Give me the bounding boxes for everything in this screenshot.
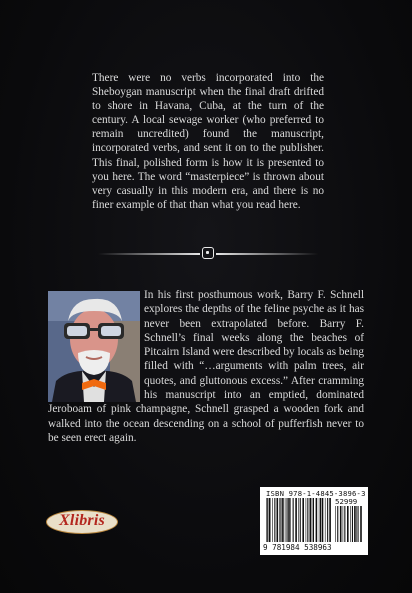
barcode-bar	[300, 498, 301, 542]
barcode-bar	[316, 498, 318, 542]
barcode-bar	[293, 498, 294, 542]
barcode-bar	[288, 498, 290, 542]
barcode-bar	[325, 498, 326, 542]
photo-spacer	[48, 288, 144, 400]
barcode-bar	[356, 506, 357, 542]
blurb-paragraph: There were no verbs incorporated into the Sheboygan manuscript when the final draft drifted to shore in Havana, Cuba, at the turn of the century. A local sewage worker (who preferred to remain uncredited) found the manuscript, incorporated verbs, and sent it on to the publisher. This final, polished form is how it is presented to you here. The word “masterpiece” is thrown about very casually in this modern era, and there is no finer example of that than what you read here.	[92, 72, 324, 211]
barcode-bar	[350, 506, 351, 542]
barcode-bar	[298, 498, 299, 542]
barcode-bar	[279, 498, 280, 542]
barcode-bar	[358, 506, 359, 542]
barcode-bar	[310, 498, 312, 542]
author-bio-text: In his first posthumous work, Barry F. Schnell explores the depths of the feline psyche as it has never been extrapolated before. Barry F. Schnell’s final weeks along the beaches of Pitcairn Island were described by locals as being filled with “…arguments with palm trees, air quotes, and gluttonous excess.” After cramming his manuscript into an emptied, dominated Jeroboam of pink champagne, Schnell grasped a wooden fork and walked into the ocean descending on a school of pufferfish never to be seen erect again.	[48, 289, 364, 444]
barcode-bar	[272, 498, 273, 542]
barcode-bar	[285, 498, 286, 542]
barcode-bar	[352, 506, 353, 542]
barcode-bar	[312, 498, 313, 542]
barcode-bar	[280, 498, 281, 542]
barcode-bar	[347, 506, 349, 542]
price-code: 52999	[335, 497, 358, 506]
ornament-divider	[98, 247, 318, 261]
divider-line-left	[98, 253, 200, 255]
barcode-bar	[344, 506, 345, 542]
barcode-bar	[319, 498, 320, 542]
author-bio	[48, 288, 364, 445]
barcode-bar	[320, 498, 321, 542]
barcode-bar	[340, 506, 342, 542]
publisher-logo	[46, 510, 118, 534]
barcode-bar	[302, 498, 304, 542]
barcode-bar	[337, 506, 338, 542]
isbn-barcode	[260, 487, 368, 555]
barcode-bar	[327, 498, 328, 542]
barcode-bar	[329, 498, 331, 542]
barcode-bar	[343, 506, 344, 542]
barcode-bar	[269, 498, 271, 542]
barcode-bar	[277, 498, 279, 542]
barcode-bar	[307, 498, 308, 542]
barcode-bar	[274, 498, 275, 542]
barcode-bar	[266, 498, 267, 542]
barcode-bar	[322, 498, 324, 542]
barcode-digits: 9 781984 538963	[263, 543, 332, 552]
ornament-knot-icon	[202, 247, 214, 259]
barcode-bar	[295, 498, 297, 542]
barcode-bar	[287, 498, 288, 542]
barcode-bar	[335, 506, 336, 542]
barcode-bar	[313, 498, 314, 542]
barcode-bar	[306, 498, 307, 542]
barcode-bar	[267, 498, 268, 542]
logo-wordmark: Xlibris	[59, 512, 105, 529]
isbn-label: ISBN 978-1-4845-3896-3	[266, 489, 366, 498]
barcode-bars-main	[266, 498, 332, 542]
barcode-bar	[290, 498, 291, 542]
barcode-bar	[282, 498, 284, 542]
barcode-bar	[360, 506, 362, 542]
divider-line-right	[216, 253, 318, 255]
barcode-bars-addon	[335, 506, 362, 542]
barcode-bar	[354, 506, 356, 542]
